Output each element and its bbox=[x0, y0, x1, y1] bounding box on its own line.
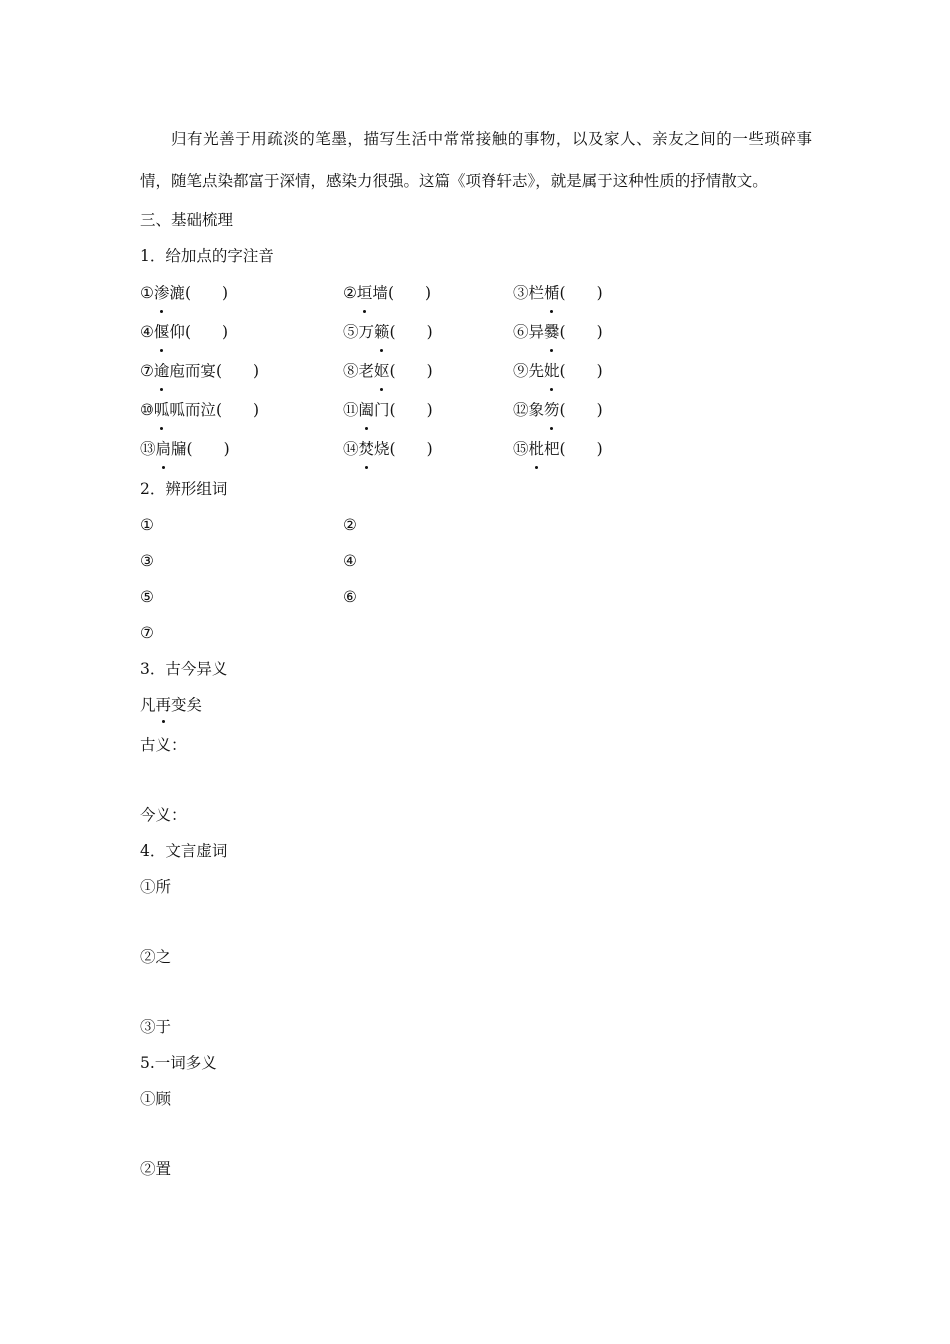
pronunciation-item bbox=[513, 352, 603, 391]
item-number: ① bbox=[140, 284, 154, 302]
item-text: 象 bbox=[528, 401, 545, 419]
item-number: ③ bbox=[513, 284, 529, 302]
pronunciation-grid bbox=[140, 274, 812, 469]
section-heading: 三、基础梳理 bbox=[140, 211, 234, 229]
item-text: 杷 bbox=[544, 440, 560, 458]
q5-title: 5.一词多义 bbox=[140, 1054, 217, 1072]
word-form-item: ⑦ bbox=[140, 624, 154, 642]
dotted-char: 阖 bbox=[359, 391, 375, 430]
dotted-char: 再 bbox=[156, 687, 172, 723]
item-number: ② bbox=[343, 284, 357, 302]
word-form-item: ⑥ bbox=[343, 588, 357, 606]
dotted-char: 焚 bbox=[359, 430, 375, 469]
q3-title: 3．古今异义 bbox=[140, 660, 228, 678]
item-number: ⑥ bbox=[513, 323, 529, 341]
item-text: 庖而宴 bbox=[169, 362, 216, 380]
item-text: 墙 bbox=[372, 284, 388, 302]
intro-paragraph: 归有光善于用疏淡的笔墨，描写生活中常常接触的事物，以及家人、亲友之间的一些琐碎事情，随笔点染都富于深情，感染力很强。这篇《项脊轩志》，就是属于这种性质的抒情散文。 bbox=[140, 130, 812, 190]
q4-item: ①所 bbox=[140, 878, 172, 896]
pronunciation-item bbox=[343, 430, 513, 469]
answer-blank[interactable]: ( ) bbox=[184, 284, 229, 302]
pronunciation-row bbox=[140, 313, 812, 352]
item-text: 异 bbox=[528, 323, 545, 341]
item-text: 老 bbox=[358, 362, 375, 380]
dotted-char: 渗 bbox=[154, 274, 170, 313]
answer-blank[interactable]: ( ) bbox=[389, 401, 433, 419]
item-number: ⑨ bbox=[513, 362, 529, 380]
phrase-post: 变矣 bbox=[171, 696, 203, 714]
q3-modern-label: 今义： bbox=[140, 806, 187, 824]
item-text: 栏 bbox=[528, 284, 545, 302]
item-text: 仰 bbox=[169, 323, 185, 341]
item-text: 漉 bbox=[169, 284, 185, 302]
word-form-grid bbox=[140, 507, 812, 651]
document-page bbox=[140, 118, 812, 1187]
pronunciation-item bbox=[513, 391, 603, 430]
word-form-item: ③ bbox=[140, 552, 154, 570]
word-form-item: ② bbox=[343, 516, 357, 534]
answer-blank[interactable]: ( ) bbox=[389, 440, 433, 458]
word-form-item: ④ bbox=[343, 552, 357, 570]
item-number: ⑫ bbox=[513, 401, 529, 419]
pronunciation-item bbox=[140, 313, 343, 352]
word-form-item: ① bbox=[140, 516, 154, 534]
word-form-row bbox=[140, 543, 812, 579]
pronunciation-row bbox=[140, 352, 812, 391]
q4-item: ③于 bbox=[140, 1018, 172, 1036]
answer-blank[interactable]: ( ) bbox=[387, 284, 432, 302]
pronunciation-item bbox=[343, 391, 513, 430]
pronunciation-item bbox=[513, 313, 603, 352]
pronunciation-item bbox=[343, 274, 513, 313]
item-number: ⑪ bbox=[343, 401, 359, 419]
q5-item: ①顾 bbox=[140, 1090, 172, 1108]
answer-blank[interactable]: ( ) bbox=[559, 440, 603, 458]
pronunciation-row bbox=[140, 430, 812, 469]
pronunciation-item bbox=[140, 430, 343, 469]
item-text: 呱而泣 bbox=[169, 401, 216, 419]
answer-blank[interactable]: ( ) bbox=[389, 323, 433, 341]
dotted-char: 垣 bbox=[357, 274, 373, 313]
item-number: ⑩ bbox=[140, 401, 154, 419]
item-number: ⑧ bbox=[343, 362, 359, 380]
dotted-char: 妣 bbox=[544, 352, 560, 391]
pronunciation-item bbox=[140, 274, 343, 313]
answer-blank[interactable]: ( ) bbox=[389, 362, 433, 380]
q3-ancient-label: 古义： bbox=[140, 736, 187, 754]
answer-blank[interactable]: ( ) bbox=[559, 323, 603, 341]
dotted-char: 楯 bbox=[544, 274, 560, 313]
answer-blank[interactable]: ( ) bbox=[215, 362, 260, 380]
pronunciation-item bbox=[513, 274, 603, 313]
dotted-char: 籁 bbox=[374, 313, 390, 352]
item-text: 万 bbox=[358, 323, 375, 341]
q5-item: ②置 bbox=[140, 1160, 172, 1178]
answer-blank[interactable]: ( ) bbox=[559, 362, 603, 380]
answer-blank[interactable]: ( ) bbox=[559, 401, 603, 419]
item-text: 先 bbox=[528, 362, 545, 380]
word-form-row bbox=[140, 579, 812, 615]
word-form-row bbox=[140, 615, 812, 651]
answer-blank[interactable]: ( ) bbox=[184, 323, 229, 341]
pronunciation-row bbox=[140, 274, 812, 313]
q3-phrase bbox=[140, 687, 812, 723]
dotted-char: 妪 bbox=[374, 352, 390, 391]
answer-blank[interactable]: ( ) bbox=[215, 401, 260, 419]
item-number: ⑤ bbox=[343, 323, 359, 341]
pronunciation-item bbox=[343, 313, 513, 352]
dotted-char: 呱 bbox=[154, 391, 170, 430]
dotted-char: 笏 bbox=[544, 391, 560, 430]
word-form-row bbox=[140, 507, 812, 543]
item-number: ⑬ bbox=[140, 440, 156, 458]
item-number: ④ bbox=[140, 323, 154, 341]
pronunciation-item bbox=[140, 352, 343, 391]
answer-blank[interactable]: ( ) bbox=[186, 440, 230, 458]
dotted-char: 逾 bbox=[154, 352, 170, 391]
q4-title: 4．文言虚词 bbox=[140, 842, 228, 860]
q2-title: 2．辨形组词 bbox=[140, 480, 228, 498]
item-number: ⑮ bbox=[513, 440, 529, 458]
pronunciation-item bbox=[140, 391, 343, 430]
dotted-char: 扃 bbox=[156, 430, 172, 469]
dotted-char: 爨 bbox=[544, 313, 560, 352]
pronunciation-item bbox=[513, 430, 603, 469]
answer-blank[interactable]: ( ) bbox=[559, 284, 603, 302]
q1-title: 1．给加点的字注音 bbox=[140, 247, 274, 265]
dotted-char: 枇 bbox=[529, 430, 545, 469]
pronunciation-item bbox=[343, 352, 513, 391]
item-text: 烧 bbox=[374, 440, 390, 458]
dotted-char: 偃 bbox=[154, 313, 170, 352]
item-number: ⑦ bbox=[140, 362, 154, 380]
word-form-item: ⑤ bbox=[140, 588, 154, 606]
pronunciation-row bbox=[140, 391, 812, 430]
item-number: ⑭ bbox=[343, 440, 359, 458]
item-text: 牖 bbox=[171, 440, 187, 458]
item-text: 门 bbox=[374, 401, 390, 419]
phrase-pre: 凡 bbox=[140, 696, 156, 714]
q4-item: ②之 bbox=[140, 948, 172, 966]
